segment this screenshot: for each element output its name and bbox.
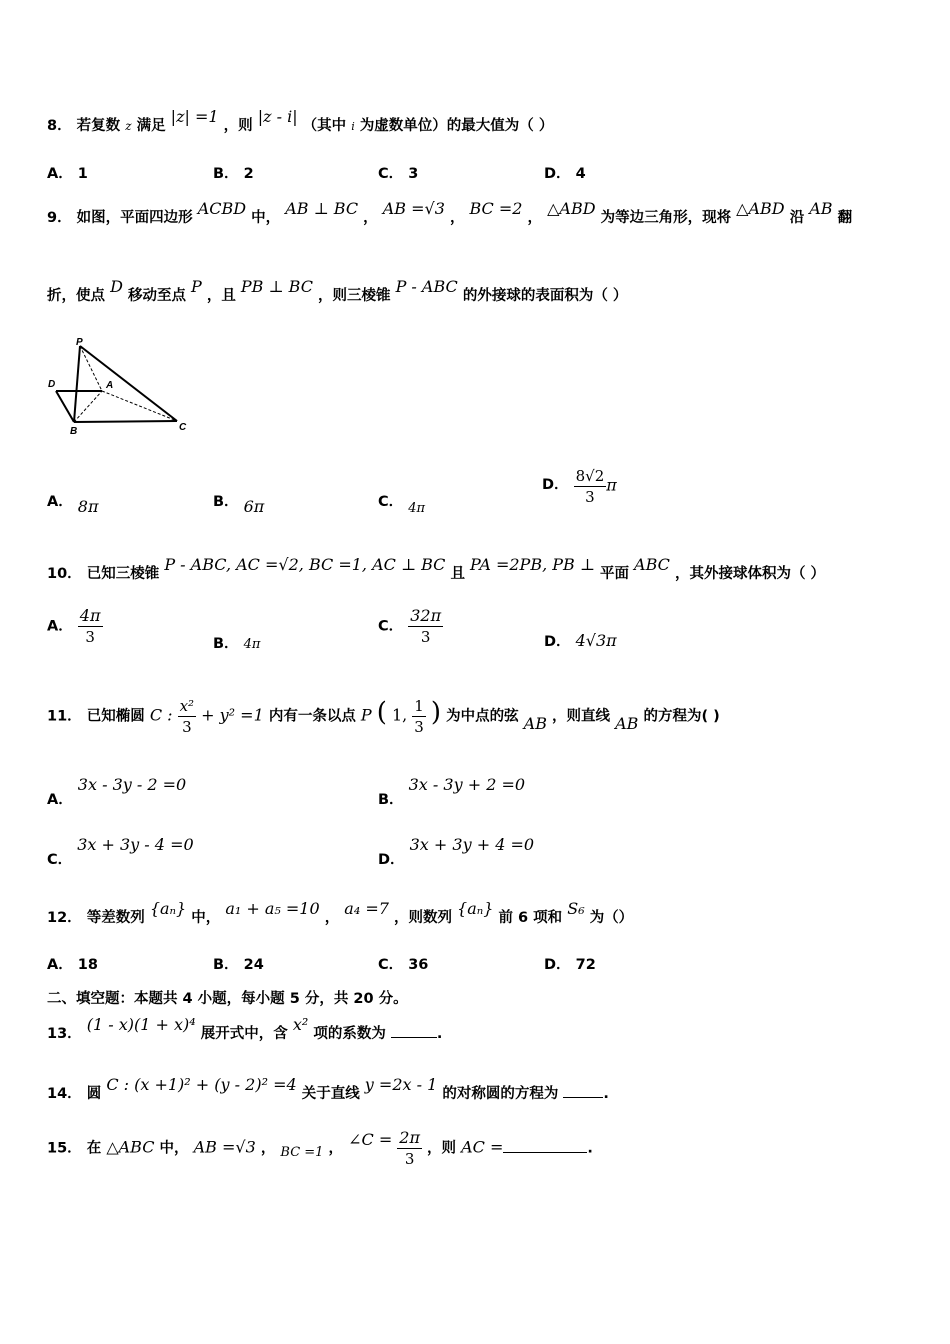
math: y =2x - 1 [364,1075,438,1094]
option-value: 4π [408,501,426,516]
math: BC =2 [469,199,523,218]
text: 在 [86,1140,102,1157]
label-a: A [106,380,114,391]
option-d[interactable] [544,953,596,974]
option-b[interactable] [213,162,254,183]
question-number: 9． [47,210,72,226]
math: ∠C = [348,1129,393,1149]
math: {aₙ} [149,899,187,918]
math: △ABD [547,199,596,218]
paren-left: ( [376,697,387,728]
text: ，则 [427,1140,457,1157]
option-value: 4√3π [575,631,617,650]
text: 的外接球的表面积为（ ） [462,288,628,304]
text: 等差数列 [86,910,145,926]
option-d[interactable] [544,162,586,183]
option-label: A． [47,618,73,635]
text: 且 [450,566,465,582]
math: ACBD [197,199,247,218]
option-b[interactable] [378,774,526,808]
option-value: 36 [408,957,429,973]
math: AB =√3 [382,199,445,218]
math: |z - i| [257,107,298,126]
option-label: A． [47,494,73,510]
math: 1, [391,705,408,725]
option-value: 3 [408,166,419,182]
option-label: A． [47,166,73,182]
text: 内有一条以点 [268,708,356,725]
math: △ABC [106,1137,155,1157]
option-value: 3x + 3y + 4 =0 [409,835,535,854]
option-label: D． [378,852,405,868]
question-9-stem-line2 [47,277,628,305]
denominator: 3 [420,628,431,646]
text: ，则三棱锥 [318,288,391,304]
text: ，则直线 [552,708,611,725]
option-d[interactable] [542,466,617,507]
math: {aₙ} [457,899,494,918]
option-value: 6π [243,497,265,516]
option-label: C． [378,494,404,510]
math: P - ABC [395,277,458,296]
fraction [78,606,103,647]
fraction [574,466,607,507]
option-a[interactable] [47,606,103,647]
option-b[interactable] [213,490,265,516]
denominator: 3 [404,1150,415,1168]
math: z [125,119,132,133]
text: 中， [159,1140,189,1157]
option-label: D． [542,476,569,493]
fraction [178,696,196,737]
question-number: 12． [47,910,82,926]
text: （其中 [302,118,347,134]
label-c: C [179,422,187,433]
option-label: B． [213,957,239,973]
math: + y² =1 [201,705,264,725]
text: 关于直线 [301,1086,360,1102]
edge-db [56,391,74,422]
text: ， [449,210,465,226]
text: 已知三棱锥 [86,566,160,582]
text: ， [260,1140,276,1157]
option-b[interactable] [213,632,260,653]
option-d[interactable] [378,834,535,868]
text: . [587,1140,593,1157]
option-label: C． [378,957,404,973]
option-label: C． [378,166,404,182]
question-number: 13． [47,1026,82,1042]
answer-blank[interactable] [391,1025,437,1038]
question-number: 14． [47,1086,82,1102]
section-heading: 二、填空题：本题共 4 小题，每小题 5 分，共 20 分。 [47,991,408,1007]
option-a[interactable] [47,774,187,808]
option-value: 1 [77,166,88,182]
text: ，则 [223,118,253,134]
text: 前 6 项和 [498,910,563,926]
text: ， [527,210,543,226]
label-d: D [48,379,56,390]
text: ，其外接球体积为（ ） [674,566,826,582]
math: AB ⊥ BC [285,199,359,218]
option-label: A． [47,792,73,808]
fraction [412,696,426,737]
option-value: 3x + 3y - 4 =0 [77,835,194,854]
edge-pc [80,346,177,421]
math: |z| =1 [170,107,219,126]
text: 满足 [136,118,166,134]
option-value: 4π [243,637,261,652]
option-value: 3x - 3y - 2 =0 [77,775,187,794]
math: P [191,277,202,296]
question-number: 10． [47,566,82,582]
text: 为（） [589,910,634,926]
text: 为虚数单位）的最大值为（ ） [359,118,554,134]
denominator: 3 [585,488,595,506]
text: 沿 [789,210,805,226]
math: △ABD [736,199,785,218]
text: ， [363,210,378,226]
paren-right: ) [430,697,442,728]
text: 项的系数为 [313,1026,386,1042]
math: S₆ [567,899,585,918]
option-label: B． [378,792,404,808]
question-11-stem [47,696,720,737]
question-10-stem [47,555,826,583]
numerator: x² [179,697,195,715]
question-13-stem [47,1015,443,1043]
math: a₁ + a₅ =10 [225,899,320,918]
math: D [110,277,123,296]
math: a₄ =7 [344,899,389,918]
option-value: 4 [575,166,586,182]
edge-ab [74,391,102,422]
question-number: 11． [47,708,82,725]
math: P - ABC, AC =√2, BC =1, AC ⊥ BC [164,555,446,574]
math: BC =1 [280,1144,324,1160]
fraction [408,606,443,647]
question-14-stem [47,1075,609,1103]
option-value: 8π [77,497,99,516]
edge-ac [102,391,177,421]
math: AB [615,713,639,733]
edge-pb [74,346,80,422]
math: C : [149,705,173,725]
numerator: 1 [414,697,424,715]
numerator: 8√2 [575,467,605,485]
question-12-stem [47,899,634,927]
text: ，且 [206,288,236,304]
option-c[interactable] [378,490,426,516]
option-value-tail: π [606,475,617,495]
option-c[interactable] [378,953,428,974]
option-value: 2 [243,166,254,182]
question-8-stem [47,107,554,135]
denominator: 3 [85,628,95,646]
text: 的方程为( ) [643,708,720,725]
text: 若复数 [76,118,121,134]
denominator: 3 [182,718,192,736]
label-b: B [70,426,78,436]
text: 如图，平面四边形 [76,210,193,226]
question-9-stem [47,199,853,227]
math: PB ⊥ BC [240,277,313,296]
text: 展开式中，含 [200,1026,288,1042]
option-value: 24 [243,957,264,973]
text: 已知椭圆 [86,708,145,725]
text: 中， [191,910,221,926]
option-label: B． [213,166,239,182]
option-c[interactable] [378,606,443,647]
option-d[interactable] [544,630,617,651]
option-label: C． [47,852,73,868]
option-label: C． [378,618,404,635]
math: (1 - x)(1 + x)⁴ [86,1015,196,1034]
option-c[interactable] [47,834,194,868]
option-value: 72 [575,957,596,973]
option-label: D． [544,957,571,973]
text: 为中点的弦 [446,708,519,725]
edge-bc [74,421,177,422]
text: . [603,1086,609,1102]
option-c[interactable] [378,162,418,183]
option-label: D． [544,634,571,650]
denominator: 3 [414,718,424,736]
option-label: B． [213,636,239,652]
question-15-stem [47,1128,593,1169]
text: 折，使点 [47,288,105,304]
option-label: B． [213,494,239,510]
text: 的对称圆的方程为 [442,1086,559,1102]
math: ABC [634,555,670,574]
text: . [436,1026,443,1042]
text: 翻 [837,210,853,226]
option-value: 18 [77,957,98,973]
option-a[interactable] [47,162,88,183]
math: AB =√3 [193,1137,256,1157]
math: AC = [461,1137,504,1157]
answer-blank[interactable] [503,1140,587,1153]
option-label: A． [47,957,73,973]
math: AB [809,199,833,218]
numerator: 2π [399,1128,420,1147]
text: 移动至点 [127,288,186,304]
question-number: 8． [47,118,72,134]
math: C : (x +1)² + (y - 2)² =4 [106,1075,297,1094]
math: AB [523,713,547,733]
text: 圆 [86,1086,102,1102]
numerator: 32π [410,606,442,625]
math: i [351,120,355,133]
question-number: 15． [47,1140,82,1157]
math: PA =2PB, PB ⊥ [470,555,595,574]
edge-pa [80,346,102,391]
text: ， [324,910,340,926]
option-value: 3x - 3y + 2 =0 [408,775,526,794]
label-p: P [76,337,83,348]
numerator: 4π [79,606,101,625]
pyramid-figure [44,336,194,436]
answer-blank[interactable] [563,1085,603,1098]
text: ， [328,1140,344,1157]
math: x² [292,1015,309,1034]
fraction [397,1128,422,1169]
text: 为等边三角形，现将 [600,210,732,226]
text: 中， [251,210,281,226]
option-a[interactable] [47,953,98,974]
text: ，则数列 [393,910,452,926]
option-a[interactable] [47,490,99,516]
option-label: D． [544,166,571,182]
option-b[interactable] [213,953,264,974]
text: 平面 [599,566,629,582]
math: P [360,705,372,725]
